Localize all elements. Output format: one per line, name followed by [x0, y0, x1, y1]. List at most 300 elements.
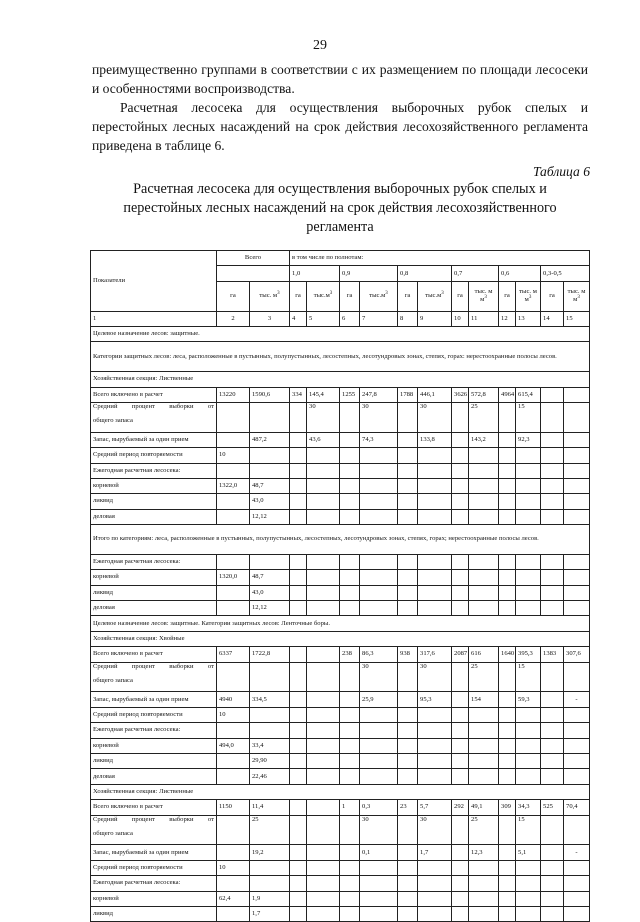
table-cell [541, 509, 564, 524]
table-cell [398, 891, 418, 906]
row-label: Средний период повторяемости [91, 707, 217, 722]
table-row [91, 342, 590, 372]
table-cell [564, 448, 590, 463]
table-row [91, 662, 590, 692]
table-cell [541, 463, 564, 478]
row-label: ликвид [91, 494, 217, 509]
column-number: 9 [418, 311, 452, 326]
table-cell [516, 448, 541, 463]
table-cell [469, 494, 499, 509]
table-cell: 1322,0 [217, 478, 250, 493]
table-row [91, 631, 590, 646]
table-cell: 30 [360, 815, 398, 845]
header-density: 0,9 [340, 266, 398, 281]
table-cell: 34,3 [516, 800, 541, 815]
table-row [91, 616, 590, 631]
table-cell [340, 707, 360, 722]
table-cell [290, 494, 307, 509]
table-cell [452, 906, 469, 921]
table-cell [564, 432, 590, 447]
table-cell [452, 432, 469, 447]
table-cell [307, 554, 340, 569]
header-unit: $тыс.м^3$ [307, 281, 340, 311]
table-cell [499, 891, 516, 906]
table-cell [217, 463, 250, 478]
table-cell [290, 891, 307, 906]
table-cell [250, 554, 290, 569]
table-cell [398, 692, 418, 707]
table-cell [499, 815, 516, 845]
table-cell [290, 769, 307, 784]
column-number: 4 [290, 311, 307, 326]
table-cell [452, 891, 469, 906]
row-label: корневой [91, 738, 217, 753]
table-caption: Таблица 6 [532, 164, 590, 179]
table-cell [217, 815, 250, 845]
table-cell [499, 692, 516, 707]
header-unit: $тыс.м^3$ [418, 281, 452, 311]
table-cell [307, 494, 340, 509]
table-cell [290, 707, 307, 722]
table-cell [499, 723, 516, 738]
table-cell [217, 554, 250, 569]
table-cell [418, 860, 452, 875]
table-cell: 30 [360, 662, 398, 692]
table-cell [541, 662, 564, 692]
table-cell: 143,2 [469, 432, 499, 447]
table-cell [469, 876, 499, 891]
table-cell [516, 738, 541, 753]
table-cell: 19,2 [250, 845, 290, 860]
table-cell: 395,3 [516, 647, 541, 662]
row-label: Запас, вырубаемый за один прием [91, 845, 217, 860]
table-cell [541, 753, 564, 768]
table-cell [452, 448, 469, 463]
table-cell [398, 707, 418, 722]
table-cell [290, 570, 307, 585]
table-cell [564, 601, 590, 616]
row-label: ликвид [91, 906, 217, 921]
table-cell [418, 723, 452, 738]
table-cell [541, 860, 564, 875]
table-cell [418, 448, 452, 463]
header-by-density: в том числе по полнотам: [290, 251, 590, 266]
table-cell [360, 601, 398, 616]
table-cell: 616 [469, 647, 499, 662]
table-cell: 572,8 [469, 387, 499, 402]
table-cell [290, 738, 307, 753]
table-cell: 43,6 [307, 432, 340, 447]
row-label: Запас, вырубаемый за один прием [91, 692, 217, 707]
table-body [91, 326, 590, 921]
table-cell [499, 585, 516, 600]
table-cell: 1788 [398, 387, 418, 402]
table-cell [360, 448, 398, 463]
table-cell: 1255 [340, 387, 360, 402]
table-cell: 317,6 [418, 647, 452, 662]
table-cell: 23 [398, 800, 418, 815]
table-cell [340, 601, 360, 616]
table-cell [398, 906, 418, 921]
table-row [91, 647, 590, 662]
table-cell [499, 876, 516, 891]
table-cell [340, 723, 360, 738]
table-cell [307, 891, 340, 906]
table-row [91, 753, 590, 768]
table-cell [541, 738, 564, 753]
table-cell [307, 707, 340, 722]
table-cell [452, 585, 469, 600]
table-cell [398, 601, 418, 616]
table-cell [469, 585, 499, 600]
table-cell [499, 753, 516, 768]
table-cell: 25,9 [360, 692, 398, 707]
table-row [91, 692, 590, 707]
table-cell [452, 554, 469, 569]
table-cell [250, 860, 290, 875]
header-unit: га [217, 281, 250, 311]
table-cell: 70,4 [564, 800, 590, 815]
column-number: 3 [250, 311, 290, 326]
row-label: Запас, вырубаемый за один прием [91, 432, 217, 447]
table-cell [217, 509, 250, 524]
table-cell [516, 509, 541, 524]
table-cell [360, 753, 398, 768]
table-cell [340, 753, 360, 768]
row-label: Ежегодная расчетная лесосека: [91, 876, 217, 891]
row-label-line: общего запаса [93, 829, 133, 837]
table-cell [499, 402, 516, 432]
table-row [91, 876, 590, 891]
table-cell [564, 570, 590, 585]
table-cell: 15 [516, 815, 541, 845]
table-cell [217, 769, 250, 784]
table-cell [340, 906, 360, 921]
row-label-line: общего запаса [93, 416, 133, 424]
table-cell [499, 845, 516, 860]
table-cell: 10 [217, 860, 250, 875]
table-cell [541, 554, 564, 569]
table-cell [217, 906, 250, 921]
table-cell [564, 860, 590, 875]
table-cell [398, 494, 418, 509]
table-cell [398, 509, 418, 524]
table-cell: 29,90 [250, 753, 290, 768]
table-row [91, 891, 590, 906]
table-cell: 13220 [217, 387, 250, 402]
table-cell [307, 463, 340, 478]
table-cell [541, 769, 564, 784]
table-cell [217, 585, 250, 600]
table-cell [290, 585, 307, 600]
table-cell: 15 [516, 662, 541, 692]
table-cell: 1320,0 [217, 570, 250, 585]
table-cell [499, 769, 516, 784]
table-cell [418, 601, 452, 616]
row-label: корневой [91, 478, 217, 493]
table-cell [469, 707, 499, 722]
table-cell: 5,1 [516, 845, 541, 860]
table-cell [217, 662, 250, 692]
table-cell [452, 478, 469, 493]
table-cell [541, 815, 564, 845]
table-cell [360, 478, 398, 493]
table-cell [398, 860, 418, 875]
section-label: Целевое назначение лесов: защитные. [91, 326, 590, 341]
table-cell [290, 448, 307, 463]
table-cell [516, 585, 541, 600]
table-cell [499, 448, 516, 463]
table-cell [564, 554, 590, 569]
allowable-cut-table [90, 250, 590, 922]
table-cell [564, 463, 590, 478]
table-row [91, 570, 590, 585]
table-cell [340, 845, 360, 860]
table-cell [340, 585, 360, 600]
table-cell: 4940 [217, 692, 250, 707]
row-label-line: Средний процент выборки от [93, 662, 214, 670]
table-cell [290, 800, 307, 815]
table-cell [360, 509, 398, 524]
table-cell [499, 494, 516, 509]
table-cell [564, 815, 590, 845]
section-label: Целевое назначение лесов: защитные. Категории защитных лесов: Ленточные боры. [91, 616, 590, 631]
table-cell [541, 707, 564, 722]
table-cell [398, 448, 418, 463]
table-cell: 6337 [217, 647, 250, 662]
table-cell [398, 769, 418, 784]
table-cell [307, 448, 340, 463]
table-cell [340, 432, 360, 447]
table-row [91, 448, 590, 463]
table-cell: 487,2 [250, 432, 290, 447]
table-cell [452, 692, 469, 707]
table-cell [541, 478, 564, 493]
table-cell [564, 753, 590, 768]
header-unit: га [499, 281, 516, 311]
table-cell [541, 494, 564, 509]
table-cell [398, 738, 418, 753]
table-row [91, 738, 590, 753]
table-cell [360, 906, 398, 921]
table-cell [499, 707, 516, 722]
table-cell [307, 723, 340, 738]
section-label: Категории защитных лесов: леса, расположенные в пустынных, полупустынных, лесостепных, лесотундровых зонах, степях, горах: нерестоохранные полосы лесов. [91, 342, 590, 372]
table-cell [340, 662, 360, 692]
row-label: Ежегодная расчетная лесосека: [91, 554, 217, 569]
table-cell [307, 845, 340, 860]
table-cell: 1,7 [250, 906, 290, 921]
header-unit: га [398, 281, 418, 311]
header-unit: тыс. м $м^3$ [516, 281, 541, 311]
table-row [91, 800, 590, 815]
table-cell [564, 891, 590, 906]
table-cell [516, 463, 541, 478]
table-cell [340, 738, 360, 753]
table-cell [452, 876, 469, 891]
table-cell: 25 [250, 815, 290, 845]
table-cell [469, 738, 499, 753]
row-label: Всего включено в расчет [91, 800, 217, 815]
table-cell [564, 662, 590, 692]
table-cell [499, 463, 516, 478]
column-number: 6 [340, 311, 360, 326]
table-cell [217, 402, 250, 432]
table-cell [340, 402, 360, 432]
table-cell [340, 891, 360, 906]
table-cell [307, 692, 340, 707]
table-cell [217, 876, 250, 891]
table-cell [398, 478, 418, 493]
table-cell [307, 478, 340, 493]
table-cell [250, 707, 290, 722]
table-cell: 92,3 [516, 432, 541, 447]
table-cell [398, 463, 418, 478]
table-cell [452, 815, 469, 845]
table-cell [469, 769, 499, 784]
table-cell [250, 402, 290, 432]
table-cell [499, 662, 516, 692]
column-number: 10 [452, 311, 469, 326]
column-number: 8 [398, 311, 418, 326]
table-cell [541, 570, 564, 585]
table-cell [516, 906, 541, 921]
row-label-line: общего запаса [93, 676, 133, 684]
table-cell [307, 906, 340, 921]
table-row [91, 387, 590, 402]
table-cell [469, 554, 499, 569]
table-cell [307, 509, 340, 524]
table-row [91, 723, 590, 738]
table-row [91, 432, 590, 447]
table-cell [516, 707, 541, 722]
table-row [91, 815, 590, 845]
header-unit: га [541, 281, 564, 311]
table-row [91, 601, 590, 616]
table-cell: 62,4 [217, 891, 250, 906]
table-cell: - [564, 692, 590, 707]
table-cell [452, 402, 469, 432]
table-cell [418, 769, 452, 784]
column-number: 13 [516, 311, 541, 326]
table-cell [398, 815, 418, 845]
table-cell [307, 800, 340, 815]
table-cell [499, 601, 516, 616]
table-cell [340, 860, 360, 875]
header-density: 0,7 [452, 266, 499, 281]
table-cell [418, 570, 452, 585]
row-label: деловая [91, 509, 217, 524]
table-cell [360, 876, 398, 891]
table-cell [516, 554, 541, 569]
table-cell [290, 845, 307, 860]
table-cell [398, 876, 418, 891]
table-cell [250, 463, 290, 478]
table-cell [541, 876, 564, 891]
table-cell [398, 585, 418, 600]
table-cell [499, 432, 516, 447]
table-cell [516, 601, 541, 616]
table-cell: 10 [217, 707, 250, 722]
table-cell: 12,3 [469, 845, 499, 860]
table-cell [398, 570, 418, 585]
row-label: Всего включено в расчет [91, 647, 217, 662]
section-label: Итого по категориям: леса, расположенные в пустынных, полупустынных, лесостепных, лесотундровых зонах, степях, горах; нерестоохранные полосы лесов. [91, 525, 590, 555]
table-cell [418, 738, 452, 753]
table-cell [499, 570, 516, 585]
table-cell [290, 647, 307, 662]
table-cell: 1,7 [418, 845, 452, 860]
table-cell [398, 432, 418, 447]
table-cell [217, 845, 250, 860]
table-cell [307, 876, 340, 891]
header-unit: тыс. м $м^3$ [469, 281, 499, 311]
table-cell [452, 769, 469, 784]
table-cell [418, 891, 452, 906]
table-cell: 0,1 [360, 845, 398, 860]
table-row [91, 494, 590, 509]
table-cell [290, 402, 307, 432]
table-cell [452, 753, 469, 768]
table-cell [307, 815, 340, 845]
table-cell [452, 570, 469, 585]
header-unit: га [340, 281, 360, 311]
table-cell [398, 753, 418, 768]
header-unit: га [290, 281, 307, 311]
table-cell [564, 585, 590, 600]
table-cell [541, 432, 564, 447]
table-cell [516, 769, 541, 784]
table-cell [250, 723, 290, 738]
table-cell: 4964 [499, 387, 516, 402]
table-cell [217, 723, 250, 738]
table-cell: 15 [516, 402, 541, 432]
table-cell [398, 723, 418, 738]
table-cell [564, 769, 590, 784]
table-cell: 145,4 [307, 387, 340, 402]
table-cell: 10 [217, 448, 250, 463]
table-cell [564, 876, 590, 891]
table-cell [541, 906, 564, 921]
table-cell [452, 509, 469, 524]
table-cell [340, 478, 360, 493]
table-cell: 1,9 [250, 891, 290, 906]
table-row [91, 372, 590, 387]
table-cell [541, 585, 564, 600]
column-number: 14 [541, 311, 564, 326]
table-cell: 1 [340, 800, 360, 815]
column-number: 11 [469, 311, 499, 326]
row-label [91, 662, 217, 692]
table-cell: - [564, 845, 590, 860]
table-cell [516, 570, 541, 585]
table-cell [499, 860, 516, 875]
table-cell: 11,4 [250, 800, 290, 815]
table-row [91, 478, 590, 493]
table-cell [418, 876, 452, 891]
table-cell [290, 463, 307, 478]
table-cell [307, 860, 340, 875]
table-cell [541, 723, 564, 738]
table-row [91, 845, 590, 860]
table-cell [307, 753, 340, 768]
table-cell [564, 906, 590, 921]
row-label: Ежегодная расчетная лесосека: [91, 723, 217, 738]
table-cell: 12,12 [250, 601, 290, 616]
paragraph-2: Расчетная лесосека для осуществления выборочных рубок спелых и перестойных лесных насаждений на срок действия лесохозяйственного регламента приведена в таблице 6. [92, 100, 588, 153]
table-cell [564, 478, 590, 493]
table-cell [217, 432, 250, 447]
